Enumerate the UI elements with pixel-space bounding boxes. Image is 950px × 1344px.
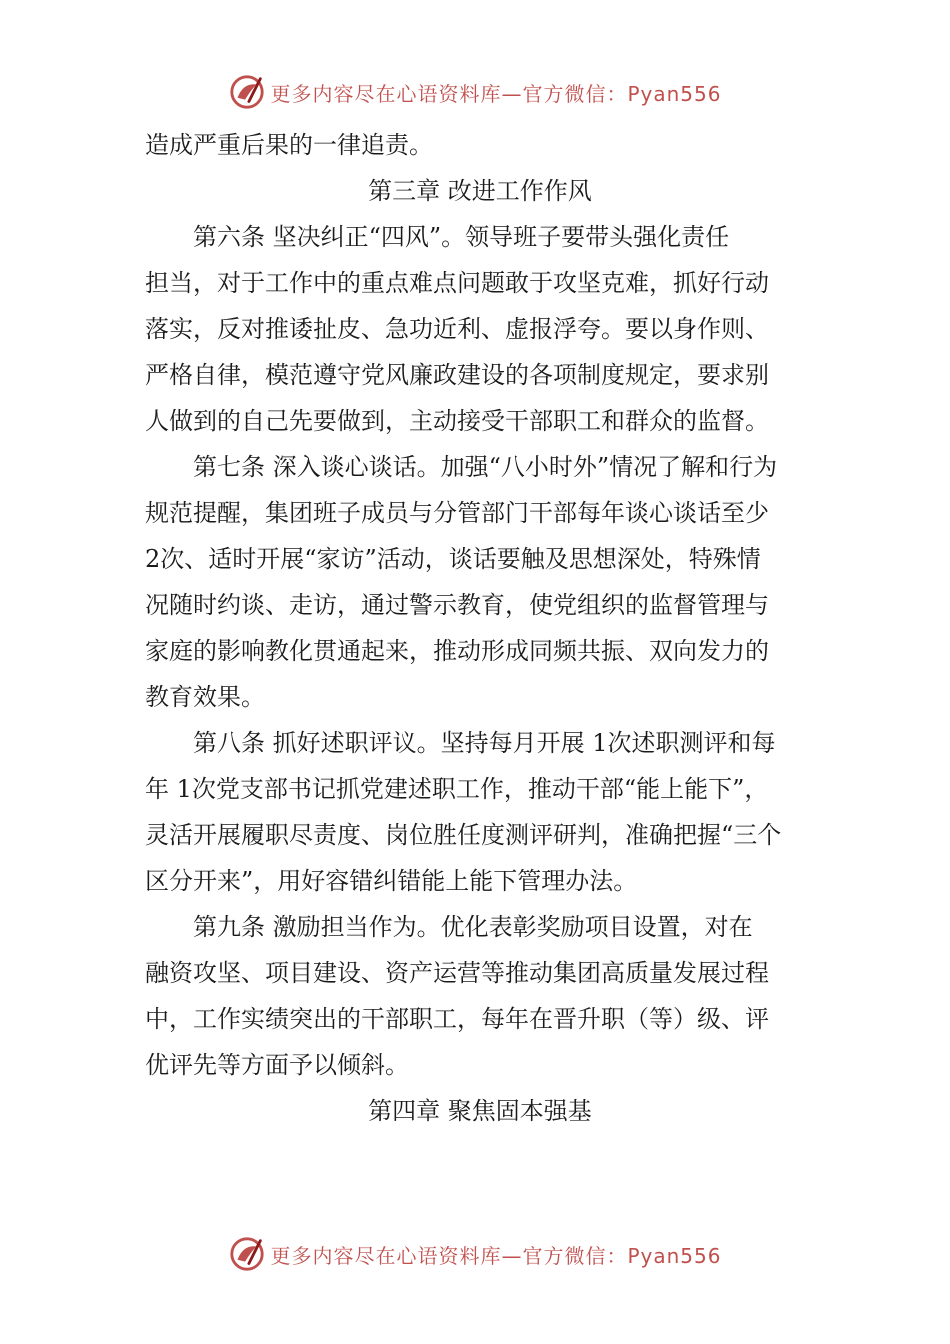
article-line: 第六条 坚决纠正“四风”。领导班子要带头强化责任 bbox=[193, 223, 730, 251]
text-line: 担当，对于工作中的重点难点问题敢于攻坚克难，抓好行动 bbox=[145, 269, 769, 297]
text-line: 规范提醒，集团班子成员与分管部门干部每年谈心谈话至少 bbox=[145, 499, 769, 527]
banner-text: 更多内容尽在心语资料库—官方微信：Pyan556 bbox=[270, 81, 722, 106]
text-line: 教育效果。 bbox=[145, 683, 265, 711]
text-line: 年 1次党支部书记抓党建述职工作，推动干部“能上能下”， bbox=[145, 775, 769, 803]
article-line: 第九条 激励担当作为。优化表彰奖励项目设置，对在 bbox=[193, 913, 753, 941]
article-line: 第八条 抓好述职评议。坚持每月开展 1次述职测评和每 bbox=[193, 729, 776, 757]
text-line: 造成严重后果的一律追责。 bbox=[145, 131, 433, 159]
text-line: 人做到的自己先要做到，主动接受干部职工和群众的监督。 bbox=[145, 407, 769, 435]
text-line: 优评先等方面予以倾斜。 bbox=[145, 1051, 409, 1079]
footer-watermark-banner bbox=[0, 1232, 950, 1276]
text-line: 2次、适时开展“家访”活动，谈话要触及思想深处，特殊情 bbox=[145, 545, 761, 573]
text-line: 灵活开展履职尽责度、岗位胜任度测评研判，准确把握“三个 bbox=[145, 821, 782, 849]
logo-icon bbox=[228, 73, 266, 111]
text-line: 家庭的影响教化贯通起来，推动形成同频共振、双向发力的 bbox=[145, 637, 769, 665]
document-body bbox=[145, 122, 815, 1134]
text-line: 区分开来”，用好容错纠错能上能下管理办法。 bbox=[145, 867, 638, 895]
text-line: 融资攻坚、项目建设、资产运营等推动集团高质量发展过程 bbox=[145, 959, 769, 987]
chapter-heading: 第四章 聚焦固本强基 bbox=[368, 1097, 592, 1125]
text-line: 落实，反对推诿扯皮、急功近利、虚报浮夸。要以身作则、 bbox=[145, 315, 769, 343]
article-line: 第七条 深入谈心谈话。加强“八小时外”情况了解和行为 bbox=[193, 453, 778, 481]
text-line: 况随时约谈、走访，通过警示教育，使党组织的监督管理与 bbox=[145, 591, 769, 619]
banner-text: 更多内容尽在心语资料库—官方微信：Pyan556 bbox=[270, 1243, 722, 1268]
chapter-heading: 第三章 改进工作作风 bbox=[368, 177, 592, 205]
logo-icon bbox=[228, 1235, 266, 1273]
header-watermark-banner bbox=[0, 70, 950, 114]
text-line: 中，工作实绩突出的干部职工，每年在晋升职（等）级、评 bbox=[145, 1005, 769, 1033]
text-line: 严格自律，模范遵守党风廉政建设的各项制度规定，要求别 bbox=[145, 361, 769, 389]
